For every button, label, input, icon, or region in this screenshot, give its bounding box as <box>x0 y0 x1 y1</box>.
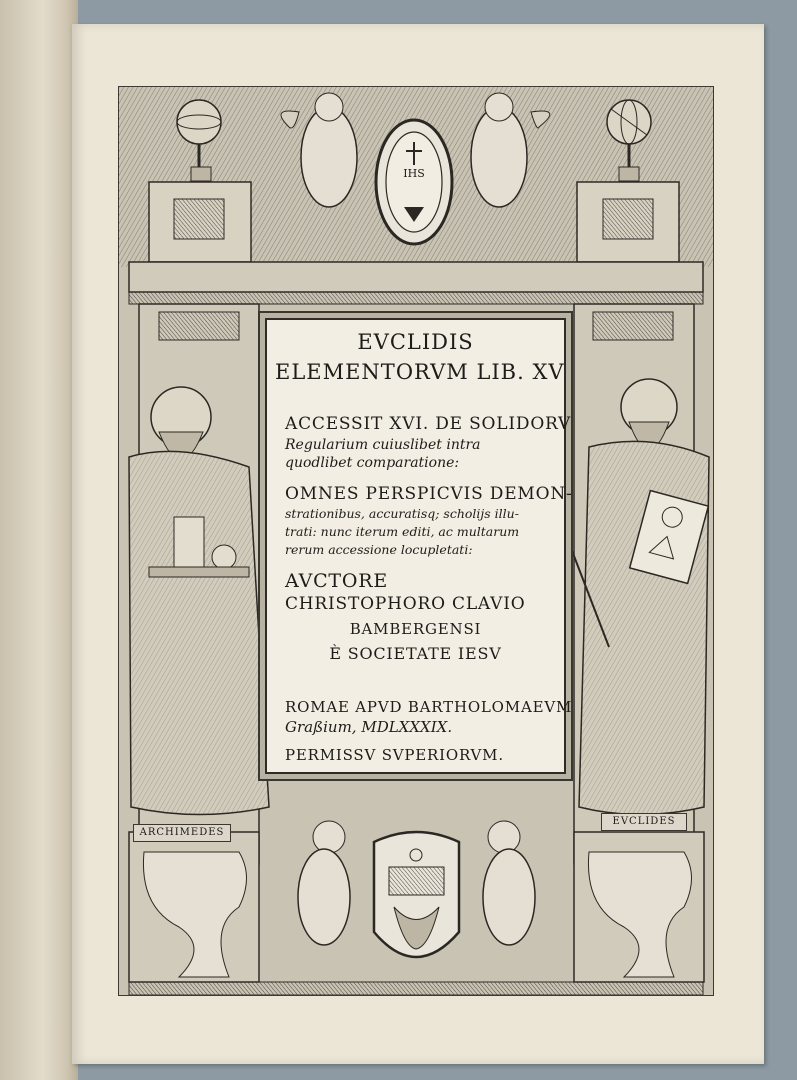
permission-line: PERMISSV SVPERIORVM. <box>285 746 504 764</box>
ihs-emblem-text: IHS <box>403 167 425 180</box>
title-cartouche <box>265 318 573 774</box>
right-pillar-top <box>577 167 679 262</box>
right-pedestal <box>574 832 704 982</box>
archimedes-label: ARCHIMEDES <box>133 824 231 842</box>
author-line-4: È SOCIETATE IESV <box>329 644 502 663</box>
coat-of-arms <box>374 832 459 957</box>
omnes-line: OMNES PERSPICVIS DEMON- <box>285 484 573 504</box>
accessit-italic-1: Regularium cuiuslibet intra <box>285 437 481 453</box>
imprint-line: ROMAE APVD BARTHOLOMAEVM <box>285 698 573 716</box>
left-pillar-top <box>149 167 251 262</box>
omnes-italic-2: trati: nunc iterum editi, ac multarum <box>285 524 520 539</box>
title-line-2: ELEMENTORVM LIB. XV <box>275 360 565 384</box>
imprint-italic: Graßium, MDLXXXIX. <box>285 718 453 736</box>
omnes-italic-3: rerum accessione locupletati: <box>285 542 473 557</box>
left-pedestal <box>129 832 259 982</box>
ihs-emblem <box>376 120 452 244</box>
title-line-1: EVCLIDIS <box>357 330 474 354</box>
book-spine-edge <box>0 0 78 1080</box>
author-line-3: BAMBERGENSI <box>349 620 482 638</box>
author-line-1: AVCTORE <box>285 570 389 592</box>
accessit-line: ACCESSIT XVI. DE SOLIDORV <box>285 414 572 434</box>
accessit-italic-2: quodlibet comparatione: <box>285 455 460 471</box>
author-line-2: CHRISTOPHORO CLAVIO <box>285 594 526 614</box>
entablature <box>129 262 703 292</box>
omnes-italic-1: strationibus, accuratisq; scholijs illu- <box>285 506 519 521</box>
euclides-label: EVCLIDES <box>601 813 687 831</box>
